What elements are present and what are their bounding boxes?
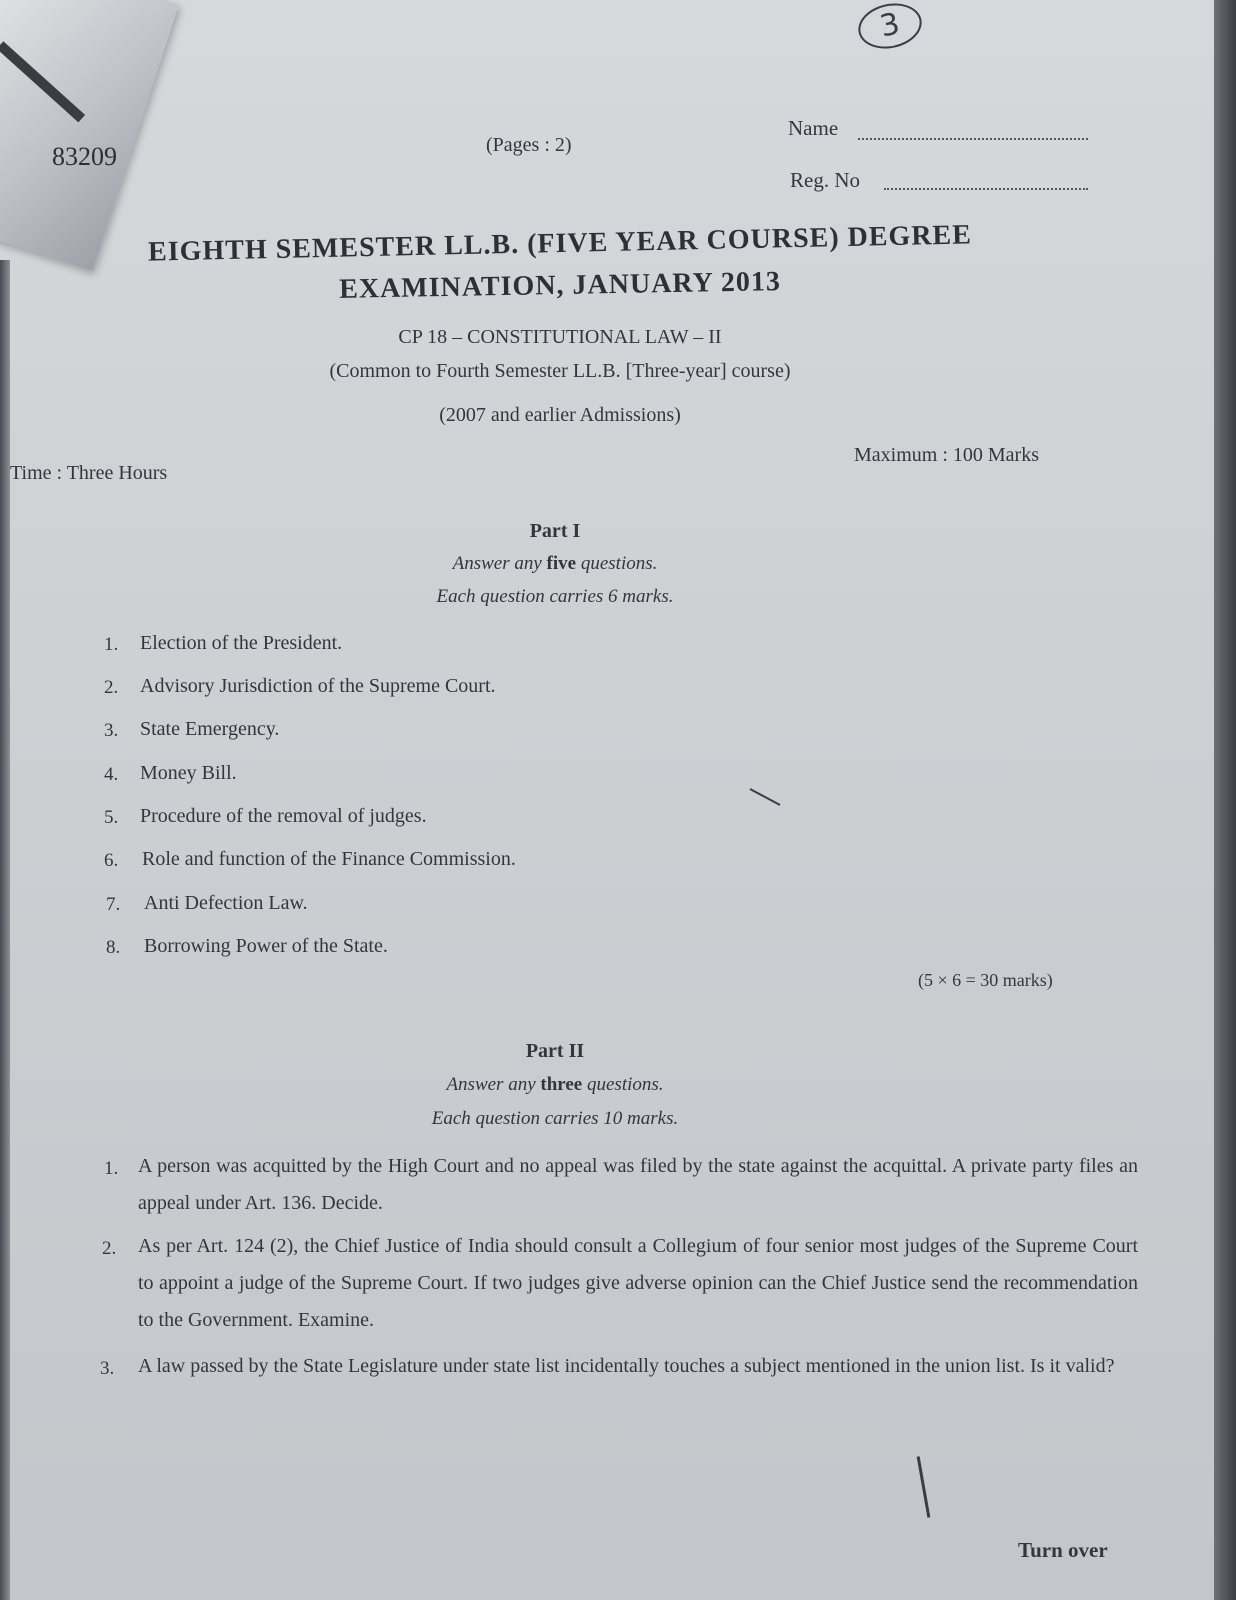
reg-no-label: Reg. No	[790, 168, 860, 192]
paper-code: 83209	[52, 142, 117, 171]
question-text: Money Bill.	[140, 762, 237, 784]
question-text: As per Art. 124 (2), the Chief Justice of India should consult a Collegium of four senior most judges of the Supreme Court to appoint a judge of the Supreme Court. If two judges give adverse opinion can the Chief Justice send the recommendation to the Government. Examine.	[138, 1235, 1138, 1331]
question-text: Advisory Jurisdiction of the Supreme Court.	[140, 675, 496, 697]
question-number: 4.	[104, 764, 119, 785]
reg-no-dotted-line	[884, 188, 1088, 190]
question-number: 3.	[104, 720, 119, 741]
question-text: A person was acquitted by the High Court and no appeal was filed by the state against the acquittal. A private party files an appeal under Art. 136. Decide.	[138, 1155, 1138, 1214]
common-to-note: (Common to Fourth Semester LL.B. [Three-year] course)	[329, 360, 791, 382]
question-number: 1.	[104, 634, 119, 655]
part1-title: Part I	[529, 520, 581, 542]
question-number: 6.	[104, 850, 119, 871]
question-text: Election of the President.	[140, 632, 343, 654]
question-text: Anti Defection Law.	[144, 892, 308, 914]
maximum-marks: Maximum : 100 Marks	[854, 444, 1039, 466]
pen-mark	[917, 1456, 931, 1518]
question-text: Role and function of the Finance Commission.	[142, 848, 516, 870]
question-number: 8.	[106, 937, 121, 958]
time-allowed: Time : Three Hours	[10, 462, 168, 484]
question-number: 3.	[100, 1358, 115, 1379]
question-number: 7.	[106, 894, 121, 915]
name-dotted-line	[858, 138, 1088, 140]
subject-title: CP 18 – CONSTITUTIONAL LAW – II	[398, 326, 722, 348]
question-text: State Emergency.	[140, 718, 280, 740]
question-number: 5.	[104, 807, 119, 828]
page-right-edge	[1214, 0, 1236, 1600]
page-count: (Pages : 2)	[486, 134, 572, 156]
part2-marks-note: Each question carries 10 marks.	[431, 1108, 679, 1129]
circled-page-number: 3	[854, 0, 926, 54]
exam-title-line2: EXAMINATION, JANUARY 2013	[338, 266, 782, 305]
part1-marks-total: (5 × 6 = 30 marks)	[918, 970, 1053, 990]
admissions-note: (2007 and earlier Admissions)	[439, 404, 681, 426]
part1-instruction: Answer any five questions.	[452, 553, 658, 574]
question-number: 2.	[102, 1238, 117, 1259]
page-left-edge	[0, 260, 10, 1600]
question-text: A law passed by the State Legislature under state list incidentally touches a subject mentioned in the union list. Is it valid?	[138, 1355, 1115, 1377]
question-text: Procedure of the removal of judges.	[140, 805, 427, 827]
name-label: Name	[788, 116, 839, 140]
part2-instruction: Answer any three questions.	[446, 1074, 664, 1095]
part1-marks-note: Each question carries 6 marks.	[436, 586, 674, 607]
part2-title: Part II	[525, 1040, 585, 1062]
exam-title-line1: EIGHTH SEMESTER LL.B. (FIVE YEAR COURSE) DEGREE	[147, 219, 973, 268]
question-number: 1.	[104, 1158, 119, 1179]
folded-corner	[0, 0, 179, 271]
question-text: Borrowing Power of the State.	[144, 935, 388, 957]
pen-mark	[750, 788, 781, 806]
question-number: 2.	[104, 677, 119, 698]
turn-over-label: Turn over	[1018, 1538, 1108, 1562]
